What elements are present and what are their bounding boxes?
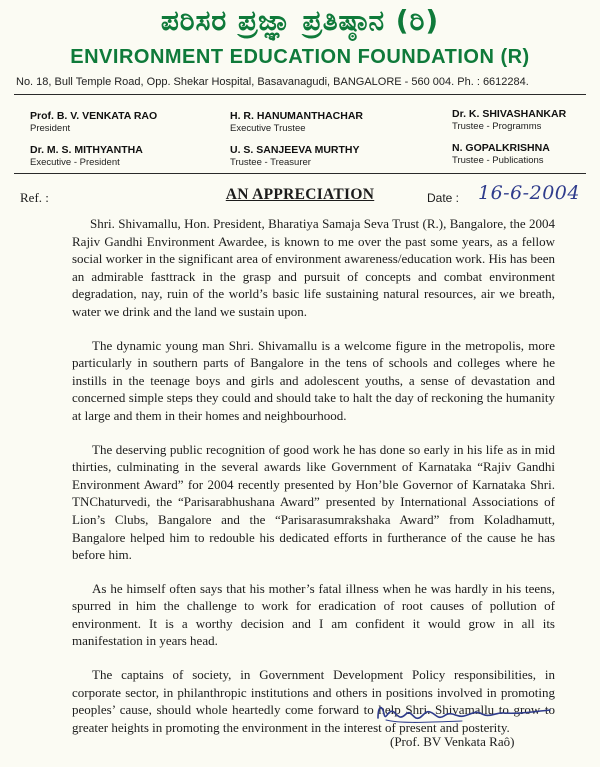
trustee-role: Trustee - Treasurer [230, 157, 311, 168]
trustee-name: H. R. HANUMANTHACHAR [230, 110, 363, 122]
handwritten-signature [372, 700, 572, 726]
trustee-name: Prof. B. V. VENKATA RAO [30, 110, 158, 122]
trustee-name: Dr. M. S. MITHYANTHA [30, 144, 143, 156]
date-label: Date : [427, 191, 460, 205]
letterhead-org-name: ENVIRONMENT EDUCATION FOUNDATION (R) [70, 46, 530, 68]
trustee-entry [30, 144, 230, 169]
trustee-role: Trustee - Publications [452, 155, 544, 166]
header-divider-bottom [14, 173, 586, 174]
letterhead-kannada-name: ಪರಿಸರ ಪ್ರಜ್ಞಾ ಪ್ರತಿಷ್ಠಾನ (ರಿ) [160, 4, 440, 37]
trustee-entry [230, 110, 430, 135]
letter-paragraph: As he himself often says that his mother’s fatal illness when he was hardly in his teens, spurred in him the challenge to work for eradication of root causes of pollution of environment. It is a worthy decision and I am confident it would grow in all its manifestation in years head. [72, 580, 555, 649]
trustee-name: U. S. SANJEEVA MURTHY [230, 144, 360, 156]
signatory-name: (Prof. BV Venkata Raô) [390, 734, 515, 749]
trustee-role: Executive - President [30, 157, 120, 168]
trustee-role: Executive Trustee [230, 123, 306, 134]
letter-title: AN APPRECIATION [225, 186, 375, 203]
trustee-role: Trustee - Programms [452, 121, 542, 132]
trustee-entry [230, 144, 430, 169]
trustee-name: N. GOPALKRISHNA [452, 142, 550, 154]
letter-paragraph: Shri. Shivamallu, Hon. President, Bharatiya Samaja Seva Trust (R.), Bangalore, the 2004 Rajiv Gandhi Environment Awardee, is known to me over the past some years, as a fellow social worker in the significant area of environment awareness/education work. His has been an admirable fasttrack in the grasp and pursuit of concepts and combat environment degradation, nay, ruin of the world’s basic life sustaining natural resources, air we breath, water we drink and the land we sustain upon. [72, 216, 555, 319]
trustee-entry [30, 110, 230, 135]
letter-paragraph: The deserving public recognition of good work he has done so early in his life as in mid thirties, culminating in the several awards like Government of Karnataka “Rajiv Gandhi Environment Award” for 2004 recently presented by Hon’ble Governor of Karnataka Shri. TNChaturvedi, the “Parisarabhushana Award” presented by International Associations of Lion’s Clubs, Bangalore and the “Parisarasumrakshaka Award” from Koladhamutt, Bangalore helped him to redouble his dedicated efforts in furtherance of the cause he has before him. [72, 441, 555, 563]
date-value: 16-6-2004 [478, 182, 580, 204]
trustee-role: President [30, 123, 71, 134]
ref-label: Ref. : [20, 190, 49, 205]
trustee-entry [452, 142, 592, 167]
trustee-entry [452, 108, 592, 133]
letter-body [72, 215, 555, 752]
letterhead-address: No. 18, Bull Temple Road, Opp. Shekar Hospital, Basavanagudi, BANGALORE - 560 004. Ph. : 6612284. [16, 76, 529, 88]
trustee-name: Dr. K. SHIVASHANKAR [452, 108, 567, 120]
letter-paragraph: The captains of society, in Government Development Policy responsibilities, in corporate sector, in philanthropic institutions and others in positions involved in promoting peoples’ cause, should whole heartedly come forward to help Shri. Shivamallu to grow to greater heights in promoting the environment in the interest of present and posterity. [72, 667, 555, 735]
header-divider-top [14, 94, 586, 95]
letter-paragraph: The dynamic young man Shri. Shivamallu is a welcome figure in the metropolis, more particularly in southern parts of Bangalore in the tens of schools and colleges where he instills in the teenage boys and girls and adolescent youths, a sense of devastation and concerned simple steps they could and should take to halt the day of reckoning the humanity at large and them in their homes and neighbourhood. [72, 337, 555, 423]
